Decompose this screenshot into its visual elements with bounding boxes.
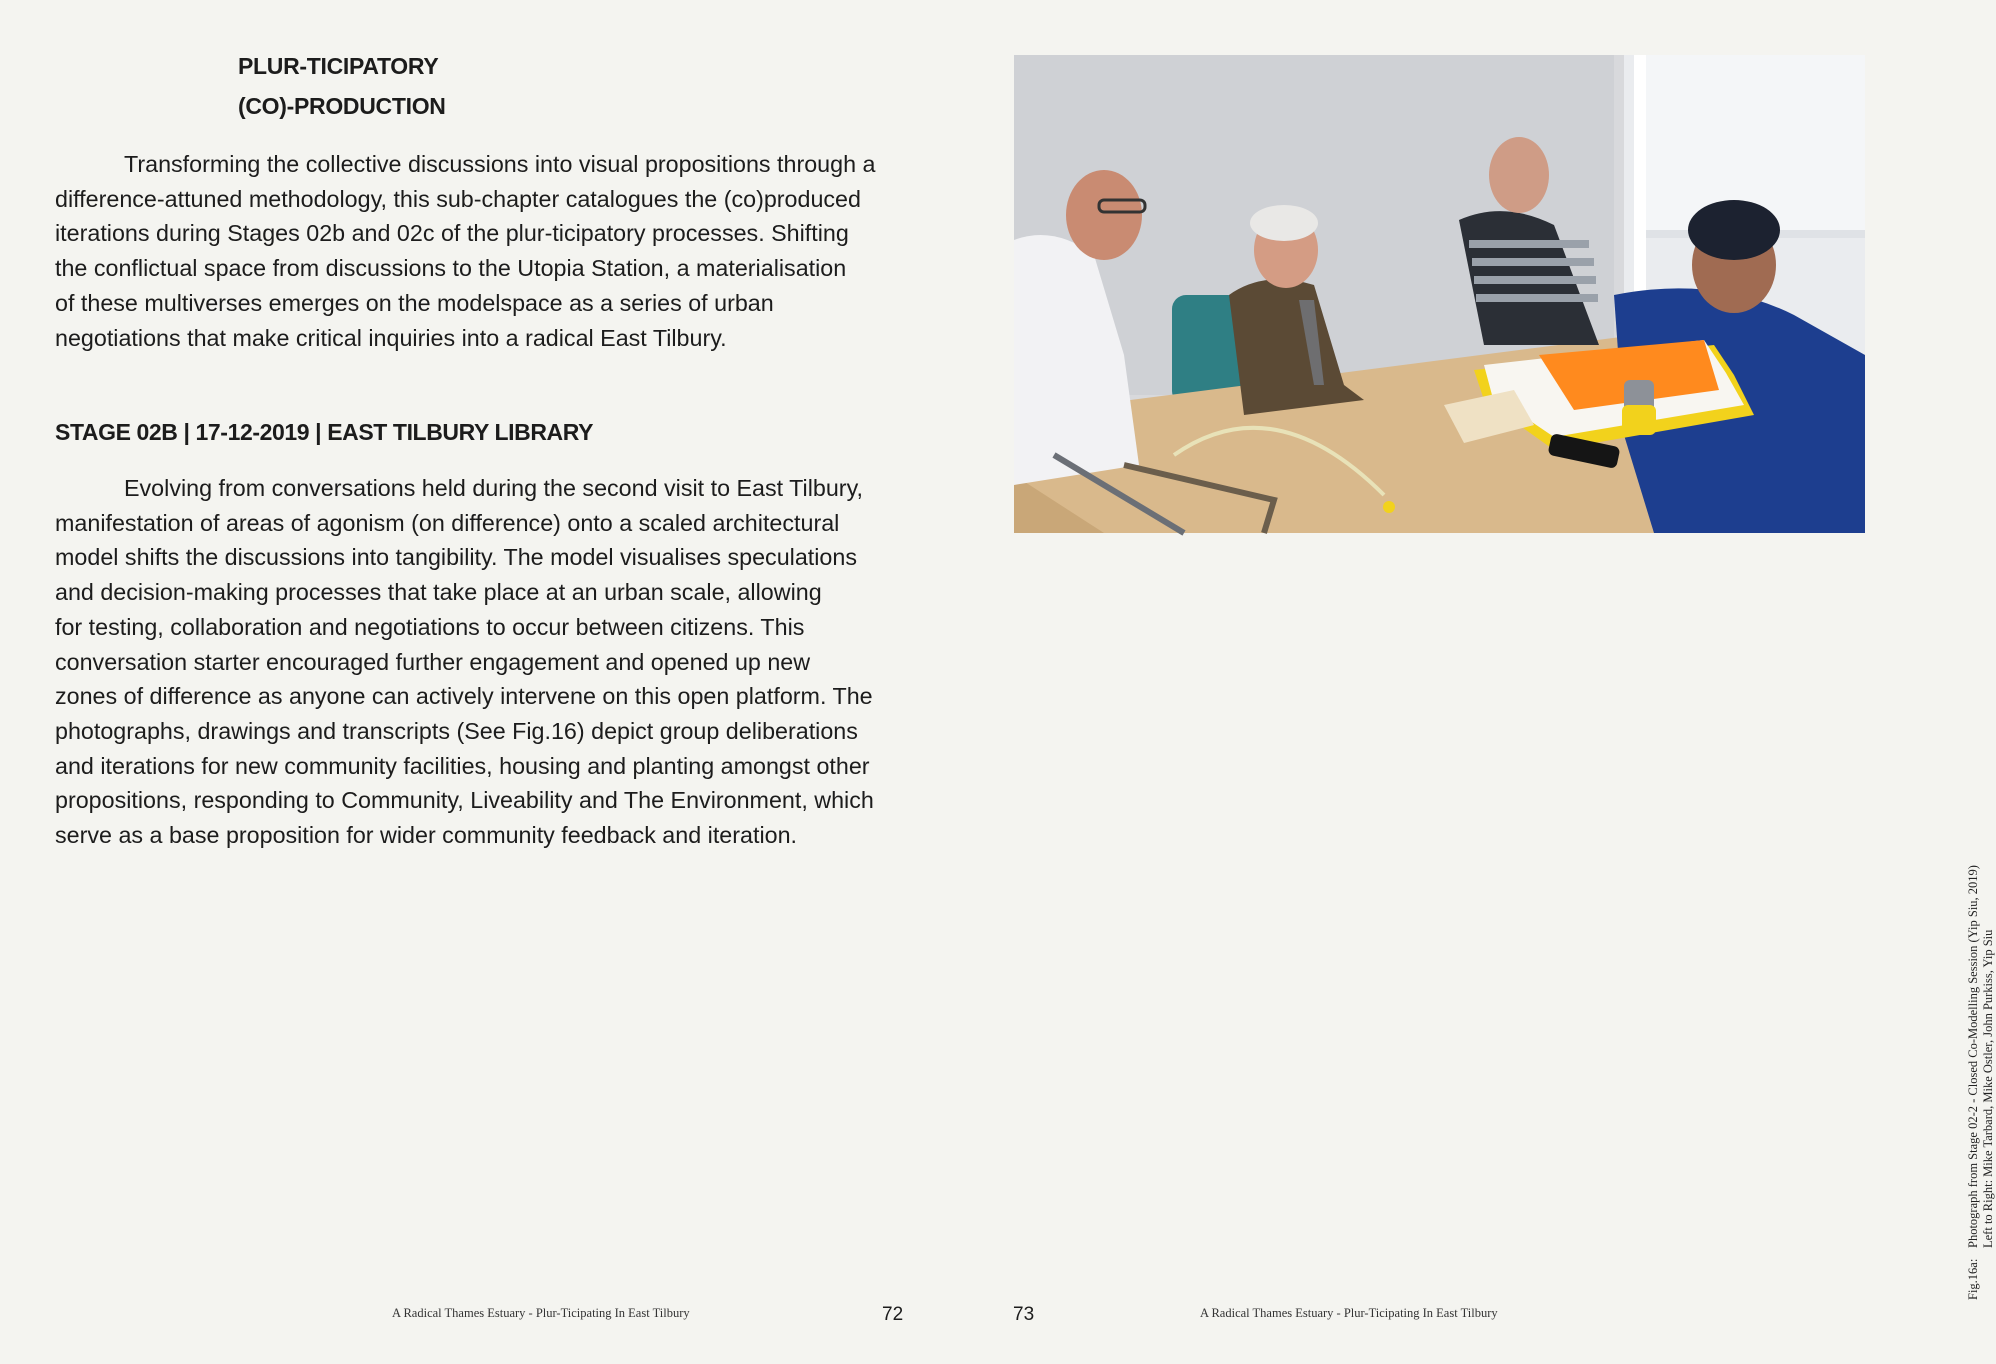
intro-line: Transforming the collective discussions into visual propositions through a [124, 151, 876, 177]
right-page-number: 73 [1013, 1304, 1035, 1325]
stage-line: serve as a base proposition for wider community feedback and iteration. [55, 822, 798, 849]
heading-line-1: PLUR-TICIPATORY [238, 53, 439, 79]
stage-line: and iterations for new community facilities, housing and planting amongst other [55, 752, 870, 779]
stage-line: conversation starter encouraged further engagement and opened up new [55, 648, 811, 675]
co-modelling-photo [1014, 55, 1865, 533]
right-page [960, 0, 1995, 1364]
section-heading [238, 46, 446, 126]
intro-line: negotiations that make critical inquiries into a radical East Tilbury. [55, 324, 727, 351]
caption-line-2: Left to Right: Mike Tarbard, Mike Ostler, John Purkiss, Yip Siu [1981, 929, 1995, 1248]
stage-line: zones of difference as anyone can actively intervene on this open platform. The [55, 683, 873, 710]
left-footer-title: A Radical Thames Estuary - Plur-Ticipating In East Tilbury [392, 1306, 690, 1320]
intro-line: the conflictual space from discussions to the Utopia Station, a materialisation [55, 255, 847, 282]
right-footer-title: A Radical Thames Estuary - Plur-Ticipating In East Tilbury [1200, 1306, 1498, 1320]
caption-text-1: Photograph from Stage 02-2 - Closed Co-Modelling Session (Yip Siu, 2019) [1966, 865, 1980, 1248]
intro-line: iterations during Stages 02b and 02c of the plur-ticipatory processes. Shifting [55, 220, 849, 247]
intro-line: difference-attuned methodology, this sub-chapter catalogues the (co)produced [55, 185, 861, 212]
stage-line: and decision-making processes that take place at an urban scale, allowing [55, 579, 822, 606]
stage-line: for testing, collaboration and negotiations to occur between citizens. This [55, 613, 805, 640]
intro-line: of these multiverses emerges on the modelspace as a series of urban [55, 289, 774, 316]
stage-line: photographs, drawings and transcripts (See Fig.16) depict group deliberations [55, 717, 858, 744]
caption-line-1 [1966, 865, 1981, 1300]
photo-illustration [1014, 55, 1865, 533]
left-page [0, 0, 960, 1364]
stage-line: manifestation of areas of agonism (on difference) onto a scaled architectural [55, 509, 840, 536]
intro-paragraph [55, 147, 915, 355]
caption-label: Fig.16a: [1966, 1258, 1980, 1300]
stage-line: Evolving from conversations held during the second visit to East Tilbury, [124, 475, 863, 501]
stage-paragraph [55, 471, 915, 853]
left-page-number: 72 [882, 1304, 904, 1325]
figure-caption [1966, 865, 1996, 1300]
stage-line: propositions, responding to Community, Liveability and The Environment, which [55, 787, 874, 814]
stage-heading: STAGE 02B | 17-12-2019 | EAST TILBURY LIBRARY [55, 419, 594, 445]
stage-line: model shifts the discussions into tangibility. The model visualises speculations [55, 544, 857, 571]
heading-line-2: (CO)-PRODUCTION [238, 93, 446, 119]
